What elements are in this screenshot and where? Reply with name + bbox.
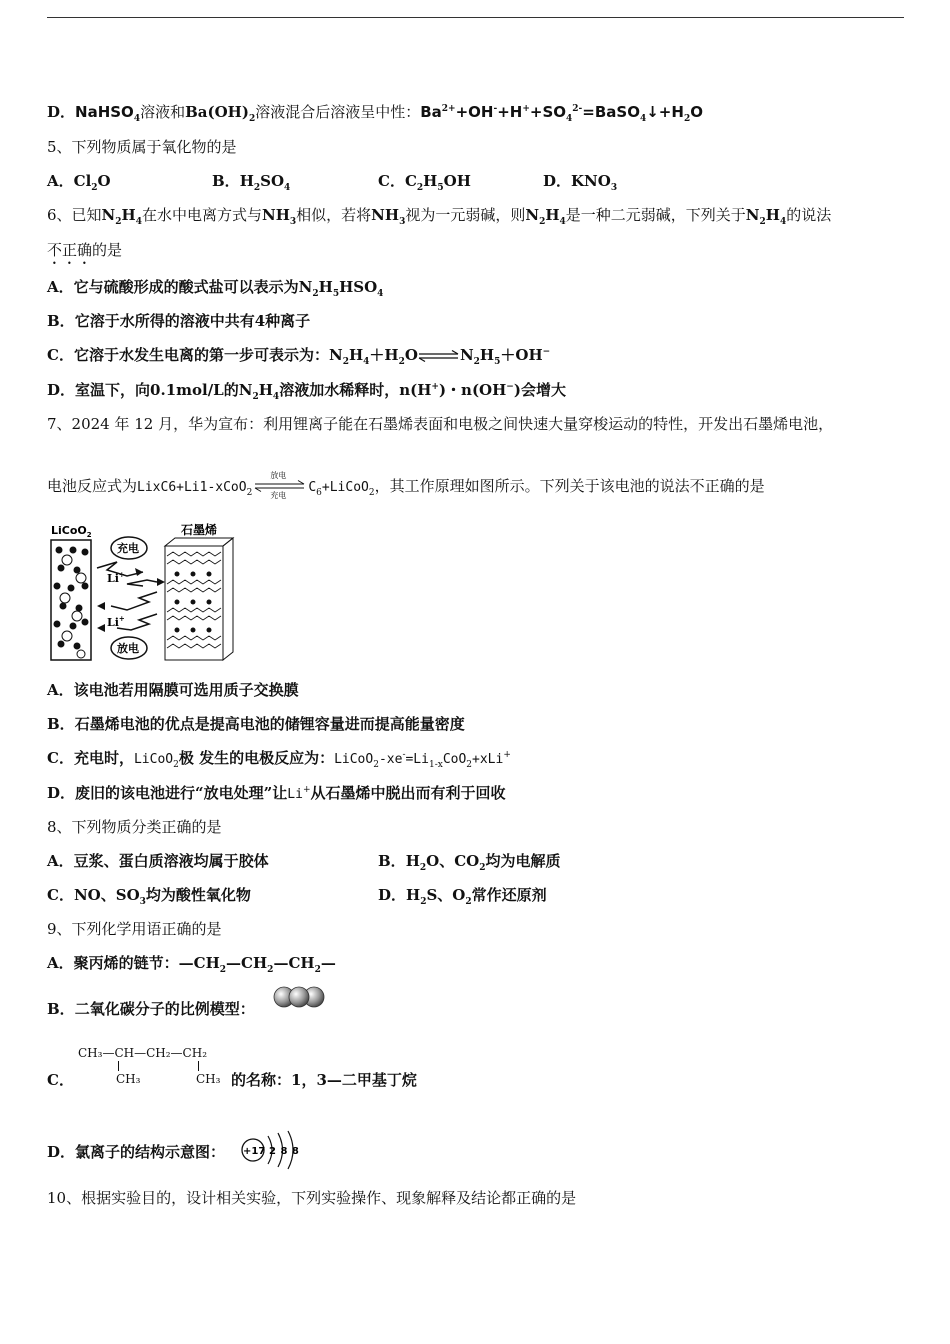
battery-diagram [47, 520, 237, 665]
branch-bond-2 [198, 1061, 199, 1071]
q5-option-d: D．$KNO_3$ [543, 172, 618, 193]
electron-shells-label: 2 8 8 [269, 1146, 299, 1157]
q9-option-d: D．氯离子的结构示意图： [47, 1143, 226, 1161]
q6-stem-line2: 不正确的是 [47, 241, 123, 259]
q8-option-b: B．$H_2O$、$CO_2$均为电解质 [378, 852, 561, 873]
structural-formula: CH₃—CH—CH₂—CH₂ [78, 1046, 208, 1060]
q8-stem: 8、下列物质分类正确的是 [47, 818, 222, 836]
q6-option-b: B．它溶于水所得的溶液中共有4种离子 [47, 312, 311, 330]
branch-methyl-1: CH₃ [116, 1072, 141, 1086]
q5-option-c: C．$C_2H_5OH$ [378, 172, 471, 193]
q9-option-a: A．聚丙烯的链节：$—CH_2—CH_2—CH_2—$ [47, 954, 336, 975]
q9-option-c-text: 的名称：1，3—二甲基丁烷 [231, 1071, 417, 1089]
q8-option-d: D．$H_2S$、$O_2$常作还原剂 [378, 886, 547, 907]
q9-option-c-label: C． [47, 1071, 74, 1089]
q6-option-d: D．室温下，向0.1mol/L的$N_2H_4$溶液加水稀释时，n(H+)・n(OH−)会增大 [47, 381, 566, 402]
q7-stem: 7、2024 年 12 月，华为宣布：利用锂离子能在石墨烯表面和电极之间快速大量穿梭运动的特性，开发出石墨烯电池， [47, 415, 834, 433]
branch-methyl-2: CH₃ [196, 1072, 221, 1086]
fig-li-ion-1: Li+ [107, 570, 125, 585]
header-rule [47, 17, 904, 18]
equilibrium-arrow-icon [418, 350, 460, 362]
fig-left-label: LiCoO$_2$ [51, 524, 92, 539]
fig-li-ion-2: Li+ [107, 614, 125, 629]
fig-right-label: 石墨烯 [181, 523, 218, 537]
chloride-ion-structure-icon [240, 1128, 302, 1170]
q5-stem: 5、下列物质属于氧化物的是 [47, 138, 237, 156]
q7-option-c: C．充电时，LiCoO$_2$极 发生的电极反应为：$LiCoO_2-xe^-=Li_{1-x}CoO_2+xLi^+$ [47, 749, 511, 770]
nucleus-label: +17 [243, 1146, 266, 1157]
q7-stem-line2: 电池反应式为LixC6+Li1-xCoO$_2$ 放电 充电 $C_6+LiCoO_2$，其工作原理如图所示。下列关于该电池的说法不正确的是 [47, 471, 765, 500]
q5-option-a: A．$Cl_2O$ [47, 172, 111, 193]
q7-option-b: B．石墨烯电池的优点是提高电池的储锂容量进而提高能量密度 [47, 715, 465, 733]
q8-option-c: C．NO、$SO_3$均为酸性氧化物 [47, 886, 251, 907]
branch-bond-1 [118, 1061, 119, 1071]
option-label: D． [47, 103, 76, 121]
q9-option-b: B．二氧化碳分子的比例模型： [47, 1000, 255, 1018]
q6-option-c: C．它溶于水发生电离的第一步可表示为：$N_2H_4+H_2O$ $N_2H_5+OH^-$ [47, 346, 551, 367]
q6-stem: 6、已知$N_2H_4$在水中电离方式与$NH_3$相似，若将$NH_3$视为一元弱碱，则$N_2H_4$是一种二元弱碱，下列关于$N_2H_4$的说法 [47, 206, 832, 227]
co2-space-filling-model-icon [272, 983, 328, 1011]
q7-option-d: D．废旧的该电池进行“放电处理”让Li+从石墨烯中脱出而有利于回收 [47, 784, 506, 802]
reaction-arrow: 放电 充电 [252, 477, 308, 497]
q8-option-a: A．豆浆、蛋白质溶液均属于胶体 [47, 852, 269, 870]
q7-option-a: A．该电池若用隔膜可选用质子交换膜 [47, 681, 299, 699]
battery-diagram-svg [47, 520, 237, 665]
q5-option-b: B．$H_2SO_4$ [212, 172, 291, 193]
fig-discharge-label: 放电 [117, 642, 139, 655]
q9-stem: 9、下列化学用语正确的是 [47, 920, 222, 938]
q6-option-a: A．它与硫酸形成的酸式盐可以表示为$N_2H_5HSO_4$ [47, 278, 384, 299]
q10-stem: 10、根据实验目的，设计相关实验，下列实验操作、现象解释及结论都正确的是 [47, 1189, 577, 1207]
q4-option-d: D．NaHSO$_4$溶液和$Ba(OH)_2$溶液混合后溶液呈中性：$Ba^{2+}+OH^-+H^++SO_4^{2-}=BaSO_4↓+H_2O$ [47, 103, 703, 124]
fig-charge-label: 充电 [117, 542, 139, 555]
